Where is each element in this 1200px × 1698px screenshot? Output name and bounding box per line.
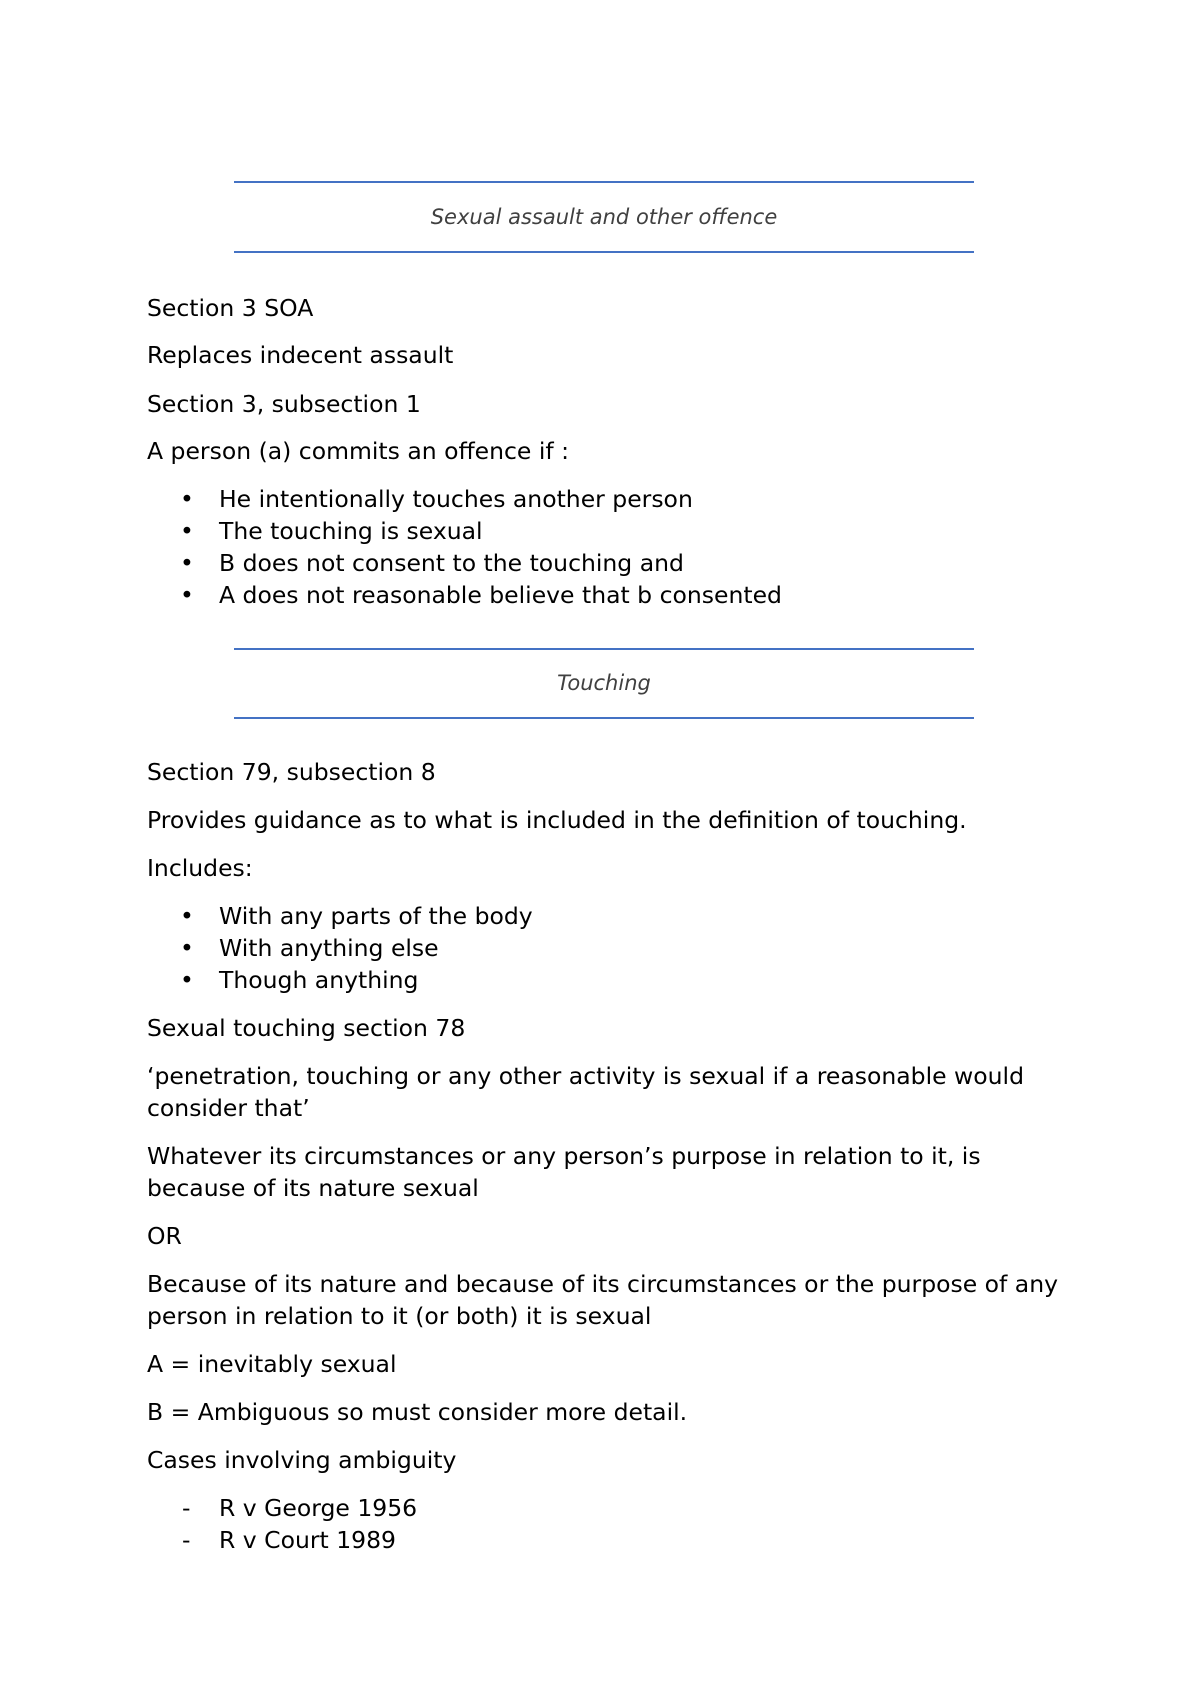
paragraph-offence-intro: A person (a) commits an offence if : bbox=[147, 437, 570, 465]
paragraph-or: OR bbox=[147, 1222, 182, 1250]
paragraph-whatever-circumstances: Whatever its circumstances or any person’s purpose in relation to it, is because of its nature sexual bbox=[147, 1142, 981, 1202]
paragraph-cases-involving-ambiguity: Cases involving ambiguity bbox=[147, 1446, 457, 1474]
list-item bbox=[147, 515, 782, 547]
list-item bbox=[147, 579, 782, 611]
bullet-icon: • bbox=[180, 549, 194, 577]
paragraph-b-ambiguous: B = Ambiguous so must consider more detail. bbox=[147, 1398, 688, 1426]
paragraph-because-of-nature: Because of its nature and because of its circumstances or the purpose of any person in relation to it (or both) it is sexual bbox=[147, 1270, 1058, 1330]
list-item-text: R v Court 1989 bbox=[219, 1526, 397, 1554]
paragraph-guidance: Provides guidance as to what is included in the definition of touching. bbox=[147, 806, 967, 834]
list-item bbox=[147, 900, 533, 932]
list-item bbox=[147, 932, 533, 964]
paragraph-replaces-indecent-assault: Replaces indecent assault bbox=[147, 341, 454, 369]
bullet-icon: • bbox=[180, 966, 194, 994]
touching-includes-list bbox=[147, 900, 533, 996]
offence-elements-list bbox=[147, 483, 782, 611]
bullet-icon: • bbox=[180, 485, 194, 513]
bullet-icon: • bbox=[180, 581, 194, 609]
bullet-icon: • bbox=[180, 934, 194, 962]
list-item bbox=[147, 547, 782, 579]
paragraph-section-3-subsection-1: Section 3, subsection 1 bbox=[147, 390, 421, 418]
list-item-text: B does not consent to the touching and bbox=[219, 549, 684, 577]
section-heading-touching: Touching bbox=[234, 648, 974, 719]
list-item-text: A does not reasonable believe that b consented bbox=[219, 581, 782, 609]
list-item-text: R v George 1956 bbox=[219, 1494, 418, 1522]
paragraph-section-79-subsection-8: Section 79, subsection 8 bbox=[147, 758, 436, 786]
paragraph-a-inevitably-sexual: A = inevitably sexual bbox=[147, 1350, 397, 1378]
bullet-icon: • bbox=[180, 517, 194, 545]
list-item-text: With any parts of the body bbox=[219, 902, 533, 930]
list-item-text: With anything else bbox=[219, 934, 439, 962]
list-item bbox=[147, 1492, 417, 1524]
section-heading-sexual-assault: Sexual assault and other offence bbox=[234, 181, 974, 253]
list-item-text: He intentionally touches another person bbox=[219, 485, 693, 513]
cases-list bbox=[147, 1492, 417, 1556]
paragraph-section-3-soa: Section 3 SOA bbox=[147, 294, 314, 322]
list-item bbox=[147, 483, 782, 515]
dash-icon: - bbox=[182, 1526, 191, 1554]
paragraph-sexual-touching-section-78: Sexual touching section 78 bbox=[147, 1014, 466, 1042]
paragraph-penetration-quote: ‘penetration, touching or any other activity is sexual if a reasonable would consider that’ bbox=[147, 1062, 1024, 1122]
list-item bbox=[147, 964, 533, 996]
dash-icon: - bbox=[182, 1494, 191, 1522]
list-item-text: The touching is sexual bbox=[219, 517, 483, 545]
list-item-text: Though anything bbox=[219, 966, 419, 994]
paragraph-includes: Includes: bbox=[147, 854, 253, 882]
bullet-icon: • bbox=[180, 902, 194, 930]
list-item bbox=[147, 1524, 417, 1556]
